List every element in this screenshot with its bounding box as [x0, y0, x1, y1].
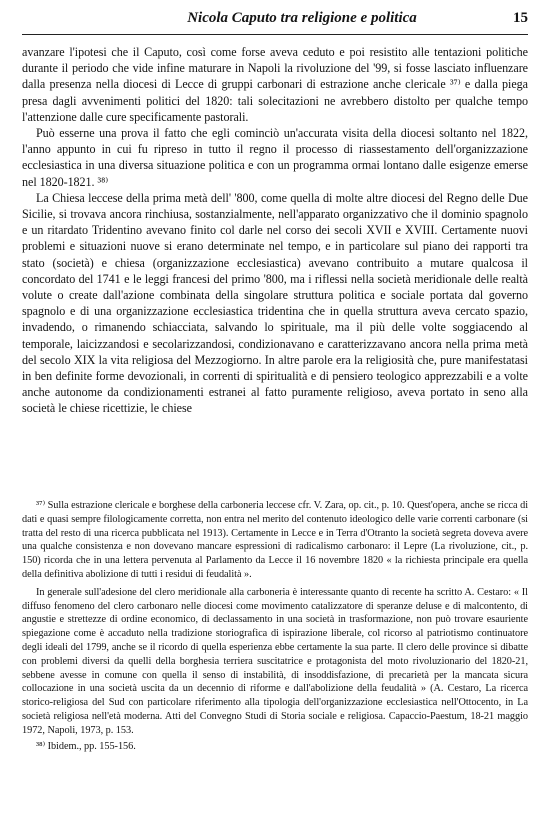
body-text [22, 44, 528, 417]
header-rule [22, 34, 528, 35]
footnote-37-continued: In generale sull'adesione del clero meridionale alla carboneria è interessante quanto di recente ha scritto A. Cestaro: « Il diffuso fenomeno del clero carbonaro nelle diocesi come movimento catalizzatore di speranze deluse e di malcontento, di angustie e strettezze di ordine economico, di declassamento in una società in trasformazione, non può trovare esauriente spiegazione come è accaduto nella tradizione storiografica di ispirazione liberale, col ricorso al patriotismo continuatore degli ideali del 1799, anche se il ricordo di quella esperienza ebbe certamente la sua parte. Il clero delle province si dibatte con problemi diversi da quelli della borghesia terriera suscitatrice e protagonista del moto rivoluzionario del 1820-21, sebbene avesse in comune con quella il senso di instabilità, di insoddisfazione, di precarietà per la mancata sicura collocazione in una società uscita da un decennio di riforme e dall'abolizione della feudalità » (A. Cestaro, La ricerca storico-religiosa del Sud con particolare riferimento alla tipologia dell'organizzazione ecclesiastica nell'Ottocento, in La società religiosa nell'età moderna. Atti del Convegno Studi di Storia sociale e religiosa. Capaccio-Paestum, 18-21 maggio 1972, Napoli, 1973, p. 153. [22, 586, 528, 736]
footnote-37: ³⁷⁾ Sulla estrazione clericale e borghese della carboneria leccese cfr. V. Zara, op. cit., p. 10. Quest'opera, anche se ricca di dati e quasi sempre filologicamente corretta, non entra nel merito del contenuto ideologico delle varie correnti carbonare (si tratta del resto di una ricerca pubblicata nel 1913). Certamente in Lecce e in Terra d'Otranto la società segreta doveva avere una qualche consistenza e non dovevano mancare espressioni di radicalismo carbonaro: il Lepre (La rivoluzione, cit., p. 150) ricorda che in una lettera pervenuta al Parlamento da Lecce il 16 novembre 1820 « la richiesta principale era quella della definitiva abolizione di tutti i residui di feudalità ». [22, 500, 528, 580]
body-paragraph: avanzare l'ipotesi che il Caputo, così come forse aveva ceduto e poi resistito alle tentazioni politiche durante il periodo che vide infine maturare in Napoli la rivoluzione del '99, si fosse lasciato influenzare dalla presenza nella diocesi di Lecce di gruppi carbonari di estrazione anche clericale ³⁷⁾ e dalla piega presa dagli avvenimenti politici del 1820: tali solecitazioni ne avrebbero distolto per qualche tempo l'attenzione dalle cure specificamente pastorali. [22, 45, 528, 124]
body-paragraph: Può esserne una prova il fatto che egli cominciò un'accurata visita della diocesi soltanto nel 1822, l'anno appunto in cui fu ripreso in tutto il regno il processo di riassestamento dell'organizzazione ecclesiastica in una diversa situazione politica e con un programma ormai lontano dalle esigenze emerse nel 1820-1821. ³⁸⁾ [22, 126, 528, 189]
footnotes [22, 499, 528, 753]
footnote-38: ³⁸⁾ Ibidem., pp. 155-156. [36, 740, 136, 752]
body-paragraph: La Chiesa leccese della prima metà dell' '800, come quella di molte altre diocesi del Regno delle Due Sicilie, si trovava ancora rinchiusa, sostanzialmente, nell'apparato organizzativo che il dominio spagnolo e un ritardato Tridentino avevano finito col darle nel corso dei secoli XVII e XVIII. Certamente nuovi problemi e situazioni nuove si erano determinate nel tempo, e in particolare sul piano dei rapporti tra stato (società) e chiesa (organizzazione ecclesiastica) avevano contribuito a mutare qualcosa il concordato del 1741 e le leggi francesi del primo '800, ma i riflessi nella società meridionale delle realtà volute o create dall'azione combinata della singolare struttura politica e sociale portata dal governo spagnolo e di una organizzazione ecclesiastica tridentina che in quella struttura aveva cercato spazio, invadendo, o rimanendo schiacciata, salvando lo spirituale, ma il più delle volte soggiacendo al temporale, laicizzandosi e secolarizzandosi, condizionavano e caratterizzavano ancora nella prima metà del secolo XIX la vita religiosa del Mezzogiorno. In altre parole era la religiosità che, pure manifestatasi in ben definite forme devozionali, in correnti di spiritualità e di pensiero teologico apprezzabili e a volte anche autonome da condizionamenti estranei al fatto puramente religioso, aveva portato in seno alla società le chiese ricettizie, le chiese [22, 190, 528, 416]
page-number: 15 [513, 10, 528, 26]
running-title: Nicola Caputo tra religione e politica [187, 10, 417, 26]
running-head [22, 8, 528, 32]
